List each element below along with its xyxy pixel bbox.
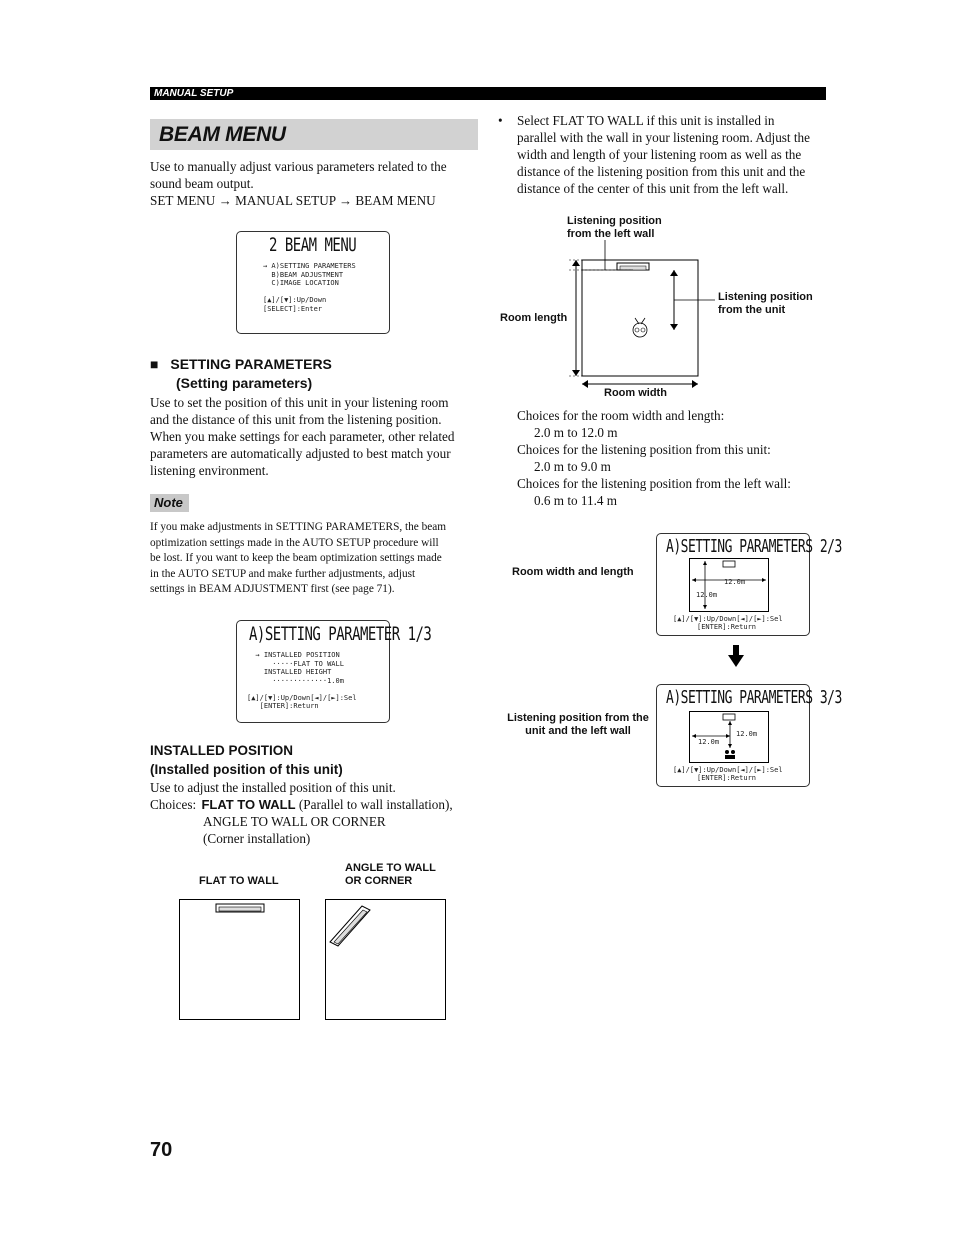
body-line: Use to set the position of this unit in your listening room [150, 395, 449, 410]
choices-line [150, 796, 490, 813]
osd-room-box [689, 711, 769, 763]
osd-line: B)BEAM ADJUSTMENT [263, 270, 344, 279]
angled-unit-icon [326, 900, 445, 1019]
menu-path: SET MENU → MANUAL SETUP → BEAM MENU [150, 193, 436, 208]
body-line: and the distance of this unit from the listening position. [150, 412, 442, 427]
intro-text [150, 158, 480, 209]
note-label: Note [154, 495, 183, 510]
section-header-bar [150, 87, 826, 100]
setting-parameters-heading [150, 355, 332, 374]
osd-footer: [ENTER]:Return [697, 774, 757, 782]
angle-to-wall-diagram [325, 899, 446, 1020]
note-line: be lost. If you want to keep the beam optimization settings made [150, 552, 442, 564]
body-line: parameters are automatically adjusted to best match your [150, 446, 451, 461]
section-header-label: MANUAL SETUP [154, 88, 234, 99]
osd-line: → INSTALLED POSITION [247, 651, 340, 659]
unit-distance-value: 12.0m [736, 730, 758, 738]
body-line: distance of the listening position from this unit and the [517, 164, 806, 179]
choices-line: Choices for the room width and length: [517, 408, 725, 423]
body-line: When you make settings for each parameter, other related [150, 429, 455, 444]
osd-footer: [ENTER]:Return [697, 623, 757, 631]
lp-unit-label [718, 291, 813, 317]
osd-lines [247, 651, 357, 711]
note-line: in the AUTO SETUP and make further adjustments, adjust [150, 567, 416, 580]
osd-title: A)SETTING PARAMETERS 2/3 [666, 537, 842, 558]
flat-to-wall-description [517, 112, 837, 197]
flat-to-wall-label: FLAT TO WALL [199, 875, 279, 887]
osd-setting-parameters-2 [656, 533, 842, 636]
length-value: 12.0m [696, 591, 718, 599]
choices-line: 0.6 m to 11.4 m [534, 493, 618, 508]
osd-title: A)SETTING PARAMETER 1/3 [249, 624, 432, 646]
intro-line: sound beam output. [150, 176, 254, 191]
label-line: unit and the left wall [525, 725, 631, 737]
lp-left-wall-label [567, 215, 662, 241]
osd-line: INSTALLED HEIGHT [247, 668, 332, 676]
label-line: from the left wall [567, 228, 655, 240]
room-width-label: Room width [604, 387, 667, 399]
choice-angle: ANGLE TO WALL OR CORNER [203, 814, 386, 829]
osd-beam-menu [236, 231, 390, 334]
label-line: from the unit [718, 304, 786, 316]
note-line: settings in BEAM ADJUSTMENT first (see page 71). [150, 583, 395, 595]
osd-setting-parameter-1 [236, 620, 432, 723]
label-line: Listening position [567, 215, 662, 227]
label-line: Listening position from the [507, 712, 649, 724]
width-value: 12.0m [724, 578, 746, 586]
choice-flat-desc: (Parallel to wall installation), [298, 797, 453, 812]
osd-footer: [▲]/[▼]:Up/Down[◄]/[►]:Sel [673, 615, 783, 623]
intro-line: Use to manually adjust various parameters related to the [150, 159, 447, 174]
osd-line [263, 288, 356, 297]
choices-line: 2.0 m to 12.0 m [534, 425, 618, 440]
flat-to-wall-diagram [179, 899, 300, 1020]
note-label-box [150, 494, 189, 512]
room-layout-diagram [565, 240, 715, 390]
body-line: distance of the center of this unit from the left wall. [517, 181, 789, 196]
left-wall-value: 12.0m [698, 738, 720, 746]
flat-unit-icon [180, 900, 299, 1019]
angle-to-wall-label [345, 862, 436, 888]
osd-line [247, 685, 357, 694]
osd-room-box [689, 558, 769, 612]
body-line: parallel with the wall in your listening room. Adjust the [517, 130, 811, 145]
room-length-label: Room length [500, 312, 568, 324]
note-line: optimization settings made in the AUTO SETUP procedure will [150, 536, 439, 549]
osd-footer: [▲]/[▼]:Up/Down[◄]/[►]:Sel [673, 766, 783, 774]
body-line: width and length of your listening room as well as the [517, 147, 802, 162]
lp-unit-leftwall-label [504, 712, 652, 738]
bullet-icon: • [498, 113, 503, 128]
label-line: Listening position [718, 291, 813, 303]
osd-lines [263, 262, 356, 313]
installed-position-subheading: (Installed position of this unit) [150, 762, 343, 777]
section-subheading: (Setting parameters) [176, 375, 313, 391]
osd-line: [▲]/[▼]:Up/Down[◄]/[►]:Sel [247, 693, 357, 702]
page-title: BEAM MENU [159, 123, 286, 146]
square-bullet-icon: ■ [150, 356, 159, 372]
choices-list [517, 407, 837, 509]
body-line: Use to adjust the installed position of this unit. [150, 780, 396, 795]
osd-line: [ENTER]:Return [247, 702, 319, 710]
page-title-box [150, 119, 478, 150]
osd-setting-parameters-3 [656, 684, 842, 787]
osd-line: ·············1.0m [247, 676, 344, 685]
arrow-down-icon [728, 645, 744, 667]
setting-parameters-body [150, 394, 480, 479]
room-width-length-label: Room width and length [512, 566, 634, 578]
choice-flat: FLAT TO WALL [201, 797, 296, 812]
body-line: Select FLAT TO WALL if this unit is installed in [517, 113, 775, 128]
choices-line: Choices for the listening position from the left wall: [517, 476, 791, 491]
osd-title: A)SETTING PARAMETERS 3/3 [666, 688, 842, 709]
label-line: ANGLE TO WALL [345, 862, 436, 874]
osd-line: ·····FLAT TO WALL [247, 659, 344, 668]
section-heading: SETTING PARAMETERS [170, 356, 332, 372]
osd-title: 2 BEAM MENU [269, 235, 357, 257]
note-line: If you make adjustments in SETTING PARAMETERS, the beam [150, 521, 447, 533]
note-body [150, 520, 480, 598]
installed-position-body [150, 779, 490, 847]
installed-position-heading: INSTALLED POSITION [150, 743, 294, 758]
osd-line: → A)SETTING PARAMETERS [263, 262, 356, 270]
choices-label: Choices: [150, 797, 197, 812]
page-number: 70 [150, 1139, 173, 1161]
choices-line: Choices for the listening position from this unit: [517, 442, 771, 457]
osd-line: C)IMAGE LOCATION [263, 279, 339, 287]
osd-line: [SELECT]:Enter [263, 304, 323, 313]
choice-angle-desc: (Corner installation) [203, 831, 311, 846]
osd-line: [▲]/[▼]:Up/Down [263, 296, 327, 304]
body-line: listening environment. [150, 463, 269, 478]
label-line: OR CORNER [345, 875, 413, 887]
choices-line: 2.0 m to 9.0 m [534, 459, 611, 474]
